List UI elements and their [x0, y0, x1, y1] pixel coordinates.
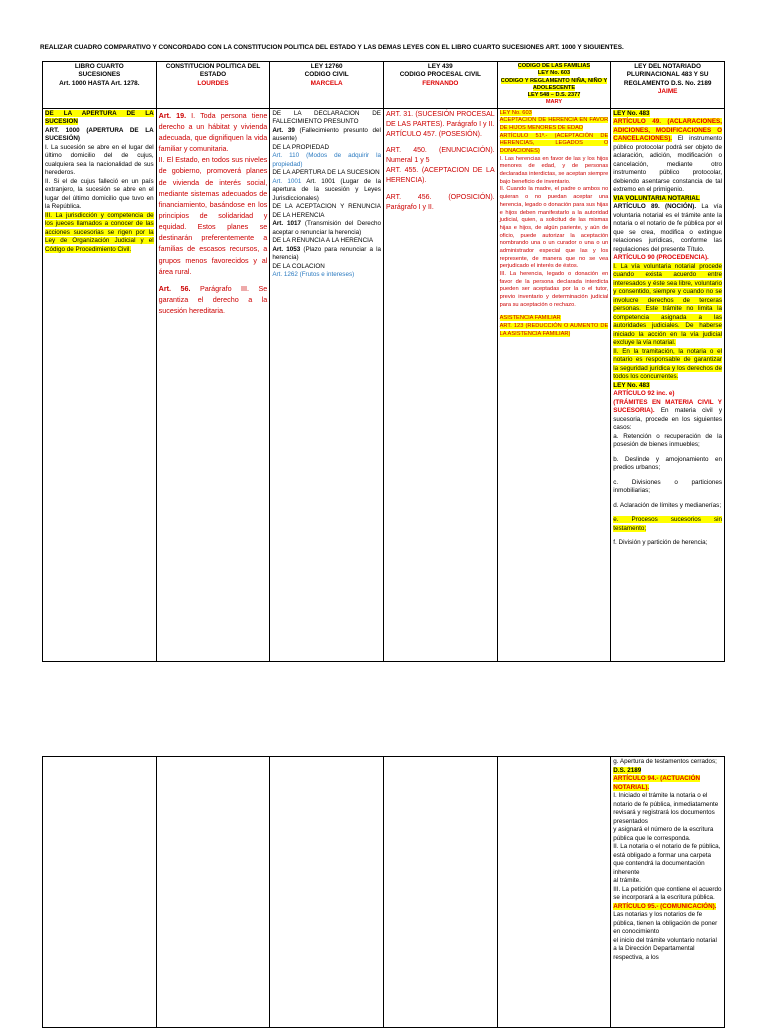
header-notariado: LEY DEL NOTARIADO PLURINACIONAL 483 Y SU REGLAMENTO D.S. No. 2189 JAIME [611, 62, 725, 109]
header-libro-cuarto: LIBRO CUARTO SUCESIONES Art. 1000 HASTA Art. 1278. [43, 62, 157, 109]
content-row [43, 108, 725, 661]
header-constitucion: CONSTITUCION POLITICA DEL ESTADO LOURDES [156, 62, 270, 109]
header-row [43, 62, 725, 109]
cell-notariado: LEY No. 483 ARTÍCULO 49. (ACLARACIONES, ADICIONES, MODIFICACIONES O CANCELACIONES). El instrumento público protocolar podrá ser objeto de aclaración, adición, modificación o cancelación, mediante otro instrumento público protocolar, debiendo asentarse constancia de tal extremo en el primigenio. VIA VOLUNTARIA NOTARIAL ARTÍCULO 89. (NOCIÓN). La vía voluntaria notarial es el trámite ante la notaria o el notario de fe pública por el que se crea, modifica o extingue relaciones jurídicas, conforme las regulaciones del presente Título. ARTÍCULO 90 (PROCEDENCIA). I. La vía voluntaria notarial procede cuando exista acuerdo entre interesados y éste sea libre, voluntario y consentido, siempre y cuando no se involucre derechos de terceras personas. Este trámite no limita la competencia asignada a las autoridades judiciales. De haberse iniciado la acción en la vía judicial excluye la vía notarial. II. En la tramitación, la notaria o el notario es responsable de garantizar la seguridad jurídica y los derechos de todos los concurrentes. LEY No. 483 ARTÍCULO 92 inc. e) (TRÁMITES EN MATERIA CIVIL Y SUCESORIA). En materia civil y sucesoria, procede en los siguientes casos: a. Retención o recuperación de la posesión de bienes inmuebles; b. Deslinde y amojonamiento en predios urbanos; c. Divisiones o particiones inmobiliarias; d. Aclaración de límites y medianerías; e. Procesos sucesorios sin testamento; f. División y partición de herencia; [611, 108, 725, 661]
header-codigo-familias: CODIGO DE LAS FAMILIAS LEY No. 603 CODIGO Y REGLAMENTO NIÑA, NIÑO Y ADOLESCENTE LEY 548 – D.S. 2377 MARY [497, 62, 611, 109]
header-codigo-civil: LEY 12760 CODIGO CIVIL MARCELA [270, 62, 384, 109]
cell-libro-cuarto: DE LA APERTURA DE LA SUCESION ART. 1000 (APERTURA DE LA SUCESIÓN) I. La sucesión se abre en el lugar del último domicilio del de cujus, cualquiera sea la nacionalidad de sus herederos. II. Si el de cujus falleció en un país extranjero, la sucesión se abre en el lugar del último domicilio que tuvo en la República. III. La jurisdicción y competencia de los jueces llamados a conocer de las acciones sucesorias se rigen por la Ley de Organización Judicial y el Código de Procedimiento Civil. [43, 108, 157, 661]
cell-codigo-civil: DE LA DECLARACION DE FALLECIMIENTO PRESUNTO Art. 39 (Fallecimiento presunto del ausente) DE LA PROPIEDAD Art. 110 (Modos de adquirir la propiedad) DE LA APERTURA DE LA SUCESION Art. 1001 Art. 1001 (Lugar de la apertura de la sucesión y Leyes Jurisdiccionales) DE LA ACEPTACION Y RENUNCIA DE LA HERENCIA Art. 1017 (Transmisión del Derecho aceptar o renunciar la herencia) DE LA RENUNCIA A LA HERENCIA Art. 1053 (Plazo para renunciar a la herencia) DE LA COLACION Art. 1262 (Frutos e intereses) [270, 108, 384, 661]
document-title: REALIZAR CUADRO COMPARATIVO Y CONCORDADO CON LA CONSTITUCION POLITICA DEL ESTADO Y LAS DEMAS LEYES CON EL LIBRO CUARTO SUCESIONES ART. 1000 Y SIGUIENTES. [40, 44, 624, 51]
cell-notariado-continued: g. Apertura de testamentos cerrados; D.S. 2189 ARTÍCULO 94.- (ACTUACIÓN NOTARIAL). I. Iniciado el trámite la notaria o el notario de fe pública, inmediatamente revisará y registrará los documentos presentados y asignará el número de la escritura pública que le corresponda. II. La notaria o el notario de fe pública, está obligado a formar una carpeta que contendrá la documentación inherente al trámite. III. La petición que contiene el acuerdo se incorporará a la escritura pública. ARTÍCULO 95.- (COMUNICACIÓN). Las notarias y los notarios de fe pública, tienen la obligación de poner en conocimiento el inicio del trámite voluntario notarial a la Dirección Departamental respectiva, a los [611, 757, 725, 1028]
comparative-table [42, 61, 725, 662]
continued-row [43, 757, 725, 1028]
cell-empty-4 [383, 757, 497, 1028]
cell-codigo-procesal: ART. 31. (SUCESIÓN PROCESAL DE LAS PARTES). Parágrafo I y II. ARTÍCULO 457. (POSESIÓN). ART. 450. (ENUNCIACIÓN). Numeral 1 y 5 ART. 455. (ACEPTACION DE LA HERENCIA). ART. 456. (OPOSICIÓN). Parágrafo I y II. [383, 108, 497, 661]
cell-constitucion: Art. 19. I. Toda persona tiene derecho a un hábitat y vivienda adecuada, que dignifiquen la vida familiar y comunitaria. II. El Estado, en todos sus niveles de gobierno, promoverá planes de vivienda de interés social, mediante sistemas adecuados de financiamiento, basándose en los principios de solidaridad y equidad. Estos planes se destinarán preferentemente a familias de escasos recursos, a grupos menos favorecidos y al área rural. Art. 56. Parágrafo III. Se garantiza el derecho a la sucesión hereditaria. [156, 108, 270, 661]
cell-codigo-familias: LEY No. 603 ACEPTACION DE HERENCIA EN FAVOR DE HIJOS MENORES DE EDAD ARTÍCULO 51º.- (ACEPTACIÓN DE HERENCIAS, LEGADOS O DONACIONES) I. Las herencias en favor de las y los hijos menores de edad, y de personas declaradas interdictas, se aceptan siempre bajo beneficio de inventario. II. Cuando la madre, el padre o ambos no quieran o no puedan aceptar una herencia, legado o donación para sus hijas e hijos deben manifestarlo a la autoridad judicial, quien, a solicitud de las mismas hijas e hijos, de algún pariente, y aún de oficio, puede autorizar la aceptación nombrando una o un curador o una o un administrador especial que las y los represente, de manera que no se vea perjudicado el interés de éstos. III. La herencia, legado o donación en favor de la persona declarada interdicta pueden ser aceptadas por la o el tutor, previo inventario y determinación judicial para su aceptación o rechazo. ASISTENCIA FAMILIAR ART. 123 (REDUCCIÓN O AUMENTO DE LA ASISTENCIA FAMILIAR) [497, 108, 611, 661]
cell-empty-5 [497, 757, 611, 1028]
cell-empty-1 [43, 757, 157, 1028]
header-codigo-procesal: LEY 439 CODIGO PROCESAL CIVIL FERNANDO [383, 62, 497, 109]
comparative-table-continued [42, 756, 725, 1028]
cell-empty-3 [270, 757, 384, 1028]
cell-empty-2 [156, 757, 270, 1028]
